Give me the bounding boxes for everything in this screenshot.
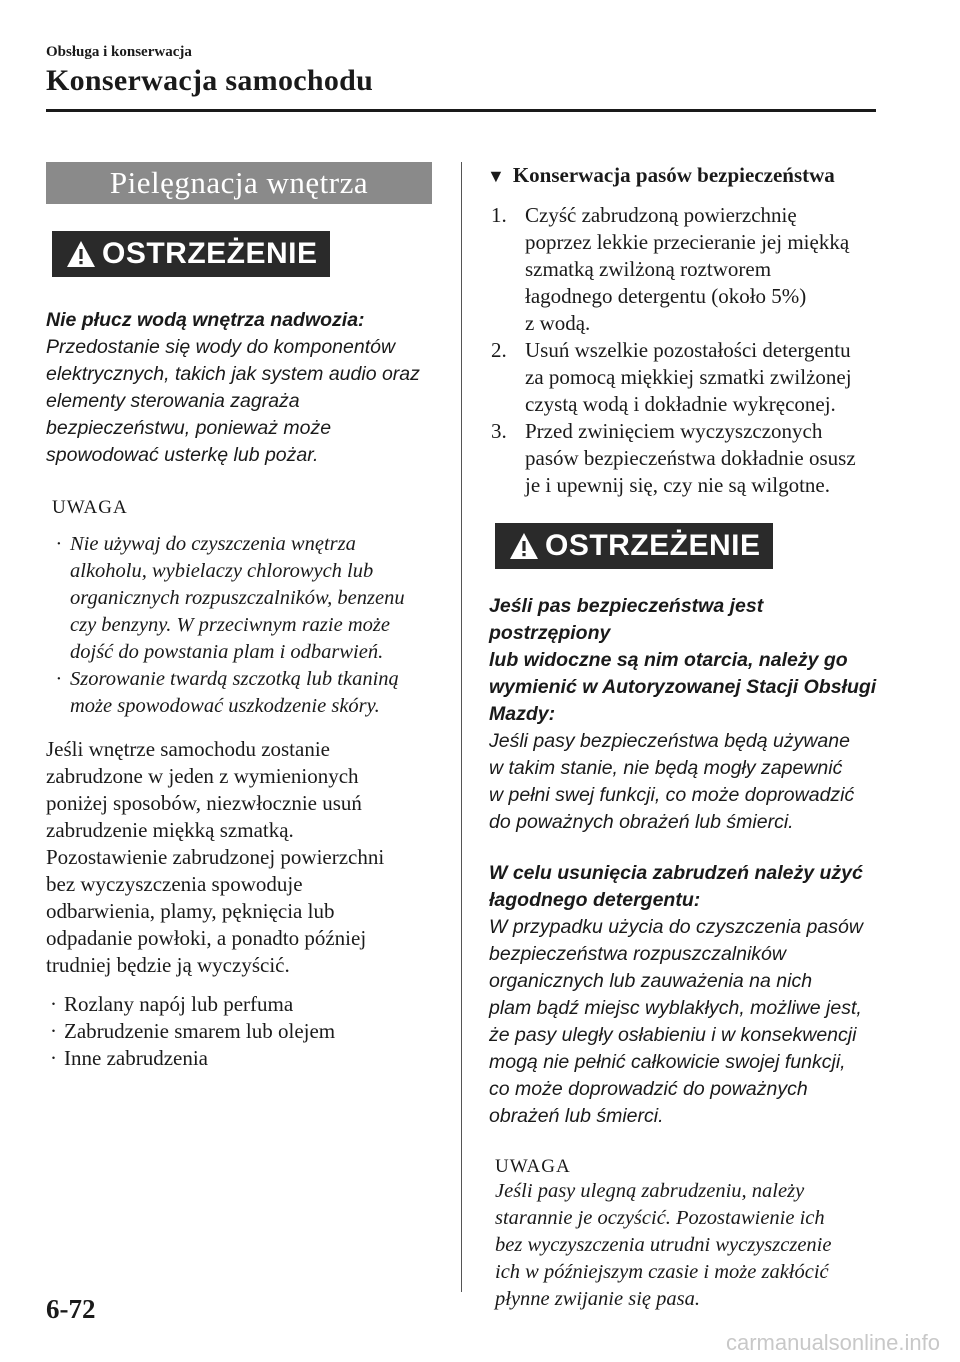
step-line: z wodą. xyxy=(525,311,591,335)
warning-line: obrażeń lub śmierci. xyxy=(489,1105,664,1127)
note-line: alkoholu, wybielaczy chlorowych lub xyxy=(70,560,374,582)
warning-line: bezpieczeństwa rozpuszczalników xyxy=(489,943,786,965)
warning-block xyxy=(46,307,432,469)
note-block xyxy=(489,1156,884,1313)
warning-line: w takim stanie, nie będą mogły zapewnić xyxy=(489,757,843,779)
steps-list xyxy=(489,202,884,499)
warning-line: plam bądź miejsc wyblakłych, możliwe jest, xyxy=(489,997,862,1019)
warning-line: elementy sterowania zagraża xyxy=(46,390,300,412)
note-line: Nie używaj do czyszczenia wnętrza xyxy=(70,533,356,555)
warning-line: bezpieczeństwu, ponieważ może xyxy=(46,417,332,439)
warning-heading-line: wymienić w Autoryzowanej Stacji Obsługi xyxy=(489,676,877,698)
bullet-dot: · xyxy=(50,1046,57,1070)
bullet-dot: · xyxy=(56,668,62,690)
note-line: czy benzyny. W przeciwnym razie może xyxy=(70,614,390,636)
warning-line: co może doprowadzić do poważnych xyxy=(489,1078,808,1100)
warning-line: W przypadku użycia do czyszczenia pasów xyxy=(489,916,863,938)
body-paragraph xyxy=(46,736,432,979)
body-line: odpadanie powłoki, a ponadto później xyxy=(46,926,367,950)
body-line: zabrudzenie miękką szmatką. xyxy=(46,818,294,842)
body-line: odbarwienia, plamy, pęknięcia lub xyxy=(46,899,335,923)
warning-line: do poważnych obrażeń lub śmierci. xyxy=(489,811,794,833)
warning-heading-line: W celu usunięcia zabrudzeń należy użyć xyxy=(489,862,863,884)
warning-line: w pełni swej funkcji, co może doprowadzić xyxy=(489,784,855,806)
contamination-list xyxy=(46,991,432,1072)
list-item xyxy=(46,1018,432,1045)
note-line: Szorowanie twardą szczotką lub tkaniną xyxy=(70,668,399,690)
step-line: je i upewnij się, czy nie są wilgotne. xyxy=(525,473,831,497)
list-item-text: Rozlany napój lub perfuma xyxy=(64,992,294,1016)
step-line: pasów bezpieczeństwa dokładnie osusz xyxy=(525,446,856,470)
step-line: Czyść zabrudzoną powierzchnię xyxy=(525,203,797,227)
warning-heading-line: łagodnego detergentu: xyxy=(489,889,701,911)
step-line: za pomocą miękkiej szmatki zwilżonej xyxy=(525,365,852,389)
note-line: Jeśli pasy ulegną zabrudzeniu, należy xyxy=(495,1180,805,1202)
note-line: bez wyczyszczenia utrudni wyczyszczenie xyxy=(495,1234,832,1256)
subsection-heading xyxy=(487,162,884,190)
watermark: carmanualsonline.info xyxy=(725,1330,940,1355)
step-number: 1. xyxy=(491,203,507,227)
note-line: może spowodować uszkodzenie skóry. xyxy=(70,695,380,717)
step-line: Usuń wszelkie pozostałości detergentu xyxy=(525,338,851,362)
bullet-dot: · xyxy=(56,533,62,555)
warning-line: Jeśli pasy bezpieczeństwa będą używane xyxy=(489,730,850,752)
warning-triangle-icon xyxy=(66,239,96,269)
subsection-heading-text: Konserwacja pasów bezpieczeństwa xyxy=(512,163,835,187)
note-line: ich w późniejszym czasie i może zakłócić xyxy=(495,1261,829,1283)
header-divider xyxy=(46,109,876,112)
warning-block xyxy=(489,860,884,1130)
note-line: płynne zwijanie się pasa. xyxy=(495,1288,700,1310)
step-line: Przed zwinięciem wyczyszczonych xyxy=(525,419,823,443)
right-column xyxy=(489,162,884,1313)
step-item xyxy=(491,337,884,418)
list-item-text: Inne zabrudzenia xyxy=(64,1046,208,1070)
note-block xyxy=(46,497,432,720)
list-item-text: Zabrudzenie smarem lub olejem xyxy=(64,1019,336,1043)
page-title: Konserwacja samochodu xyxy=(46,64,374,97)
body-line: Pozostawienie zabrudzonej powierzchni xyxy=(46,845,385,869)
warning-line: organicznych lub zauważenia na nich xyxy=(489,970,813,992)
triangle-down-icon: ▼ xyxy=(487,166,505,186)
warning-block xyxy=(489,593,884,836)
section-title-bar: Pielęgnacja wnętrza xyxy=(46,162,432,204)
body-line: trudniej będzie ją wyczyścić. xyxy=(46,953,290,977)
body-line: zabrudzone w jeden z wymienionych xyxy=(46,764,359,788)
warning-line: że pasy uległy osłabieniu i w konsekwencji xyxy=(489,1024,857,1046)
step-line: łagodnego detergentu (około 5%) xyxy=(525,284,807,308)
note-bullet xyxy=(52,531,432,666)
step-number: 3. xyxy=(491,419,507,443)
warning-label xyxy=(495,523,773,569)
step-line: czystą wodą i dokładnie wykręconej. xyxy=(525,392,836,416)
warning-heading-line: lub widoczne są nim otarcia, należy go xyxy=(489,649,848,671)
step-item xyxy=(491,418,884,499)
column-divider xyxy=(461,162,462,1292)
left-column xyxy=(46,162,432,1072)
note-line: organicznych rozpuszczalników, benzenu xyxy=(70,587,405,609)
note-bullet xyxy=(52,666,432,720)
bullet-dot: · xyxy=(50,992,57,1016)
warning-line: mogą nie pełnić całkowicie swojej funkcji, xyxy=(489,1051,846,1073)
body-line: bez wyczyszczenia spowoduje xyxy=(46,872,303,896)
note-label: UWAGA xyxy=(52,497,128,518)
list-item xyxy=(46,991,432,1018)
warning-label xyxy=(52,231,330,277)
step-number: 2. xyxy=(491,338,507,362)
body-line: poniżej sposobów, niezwłocznie usuń xyxy=(46,791,362,815)
warning-label-text: OSTRZEŻENIE xyxy=(102,237,318,270)
warning-triangle-icon xyxy=(509,531,539,561)
step-line: szmatką zwilżoną roztworem xyxy=(525,257,772,281)
note-line: dojść do powstania plam i odbarwień. xyxy=(70,641,384,663)
page-number: 6-72 xyxy=(46,1294,96,1324)
warning-heading-line: Mazdy: xyxy=(489,703,556,725)
section-breadcrumb: Obsługa i konserwacja xyxy=(46,44,192,60)
step-line: poprzez lekkie przecieranie jej miękką xyxy=(525,230,850,254)
warning-line: spowodować usterkę lub pożar. xyxy=(46,444,319,466)
note-label: UWAGA xyxy=(495,1156,571,1177)
warning-line: elektrycznych, takich jak system audio oraz xyxy=(46,363,420,385)
warning-heading: Nie płucz wodą wnętrza nadwozia: xyxy=(46,309,365,331)
note-line: starannie je oczyścić. Pozostawienie ich xyxy=(495,1207,825,1229)
body-line: Jeśli wnętrze samochodu zostanie xyxy=(46,737,330,761)
step-item xyxy=(491,202,884,337)
warning-heading-line: Jeśli pas bezpieczeństwa jest postrzępiony xyxy=(489,595,764,644)
bullet-dot: · xyxy=(50,1019,57,1043)
warning-label-text: OSTRZEŻENIE xyxy=(545,529,761,562)
warning-line: Przedostanie się wody do komponentów xyxy=(46,336,396,358)
list-item xyxy=(46,1045,432,1072)
